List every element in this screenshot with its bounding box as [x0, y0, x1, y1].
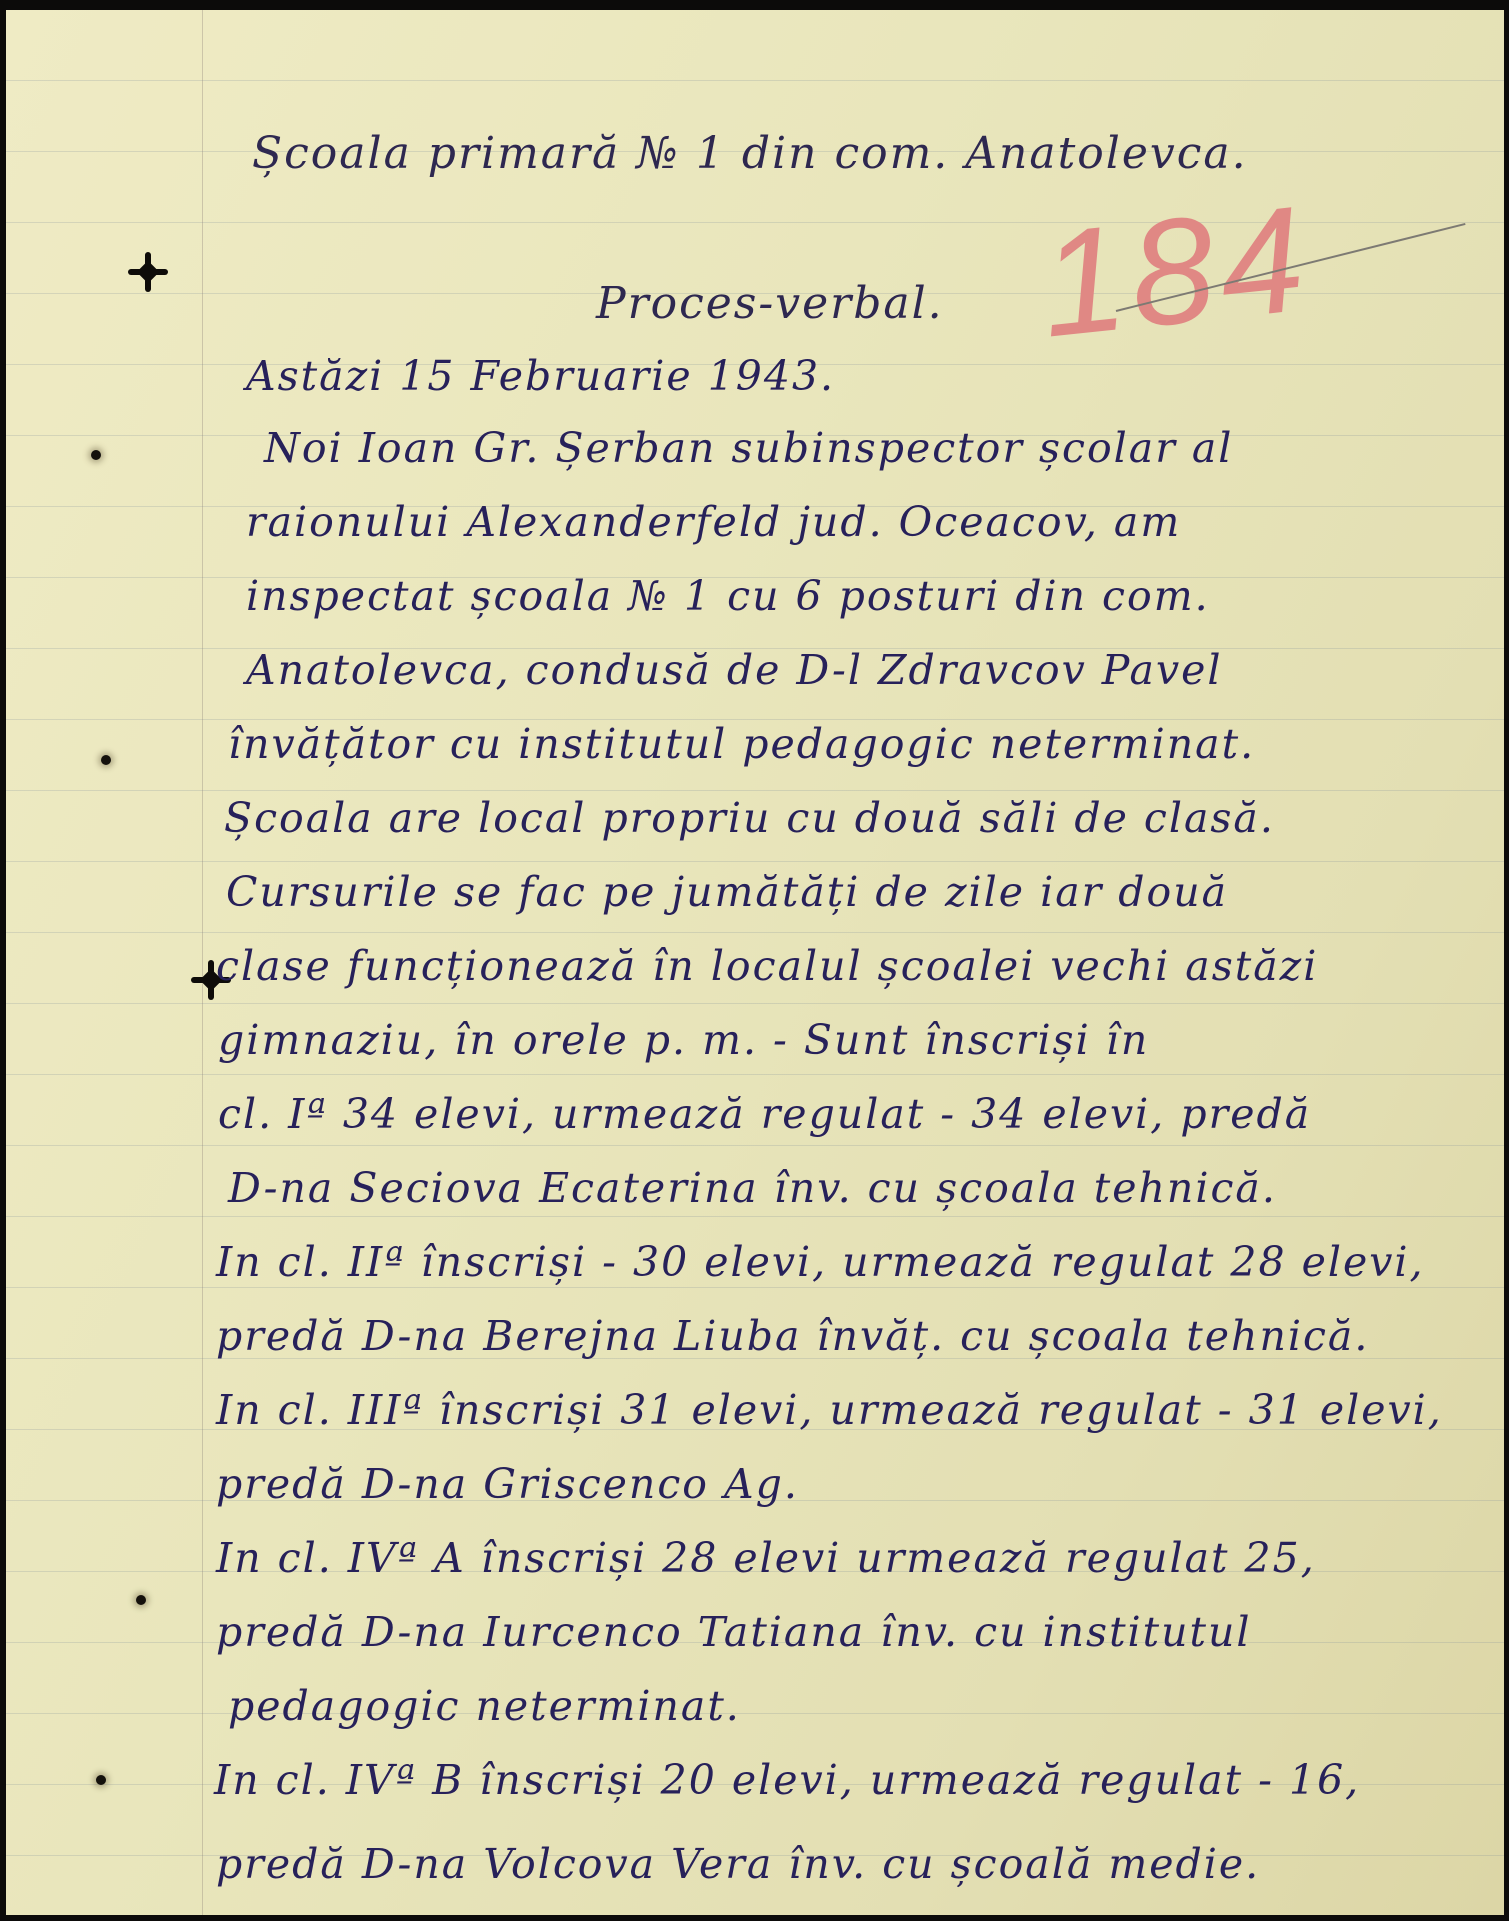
document-title: Proces-verbal. — [596, 278, 944, 329]
punch-hole — [136, 1595, 146, 1605]
text-line: D-na Seciova Ecaterina înv. cu școala tehnică. — [228, 1164, 1277, 1212]
text-line: Școala are local propriu cu două săli de clasă. — [224, 794, 1275, 842]
date-line: Astăzi 15 Februarie 1943. — [246, 352, 836, 400]
punch-hole — [101, 755, 111, 765]
text-line: raionului Alexanderfeld jud. Oceacov, am — [246, 498, 1182, 546]
text-line: gimnaziu, în orele p. m. - Sunt înscriși în — [218, 1016, 1150, 1064]
text-line: In cl. IIIª înscriși 31 elevi, urmează regulat - 31 elevi, — [216, 1386, 1443, 1434]
text-line: pedagogic neterminat. — [228, 1682, 741, 1730]
text-line: învățător cu institutul pedagogic neterminat. — [228, 720, 1256, 768]
punch-hole — [96, 1775, 106, 1785]
text-line: cl. Iª 34 elevi, urmează regulat - 34 elevi, predă — [218, 1090, 1312, 1138]
text-line: predă D-na Iurcenco Tatiana înv. cu institutul — [216, 1608, 1252, 1656]
text-line: In cl. IVª B înscriși 20 elevi, urmează regulat - 16, — [214, 1756, 1361, 1804]
text-line: Anatolevca, condusă de D-l Zdravcov Pavel — [246, 646, 1223, 694]
text-line: Noi Ioan Gr. Șerban subinspector școlar al — [264, 424, 1234, 472]
text-line: clase funcționează în localul școalei vechi astăzi — [216, 942, 1319, 990]
margin-line — [202, 10, 203, 1915]
text-line: In cl. IIª înscriși - 30 elevi, urmează regulat 28 elevi, — [216, 1238, 1425, 1286]
text-line: predă D-na Berejna Liuba învăț. cu școala tehnică. — [216, 1312, 1370, 1360]
page-number: 184 — [1032, 173, 1318, 369]
text-line: In cl. IVª A înscriși 28 elevi urmează regulat 25, — [216, 1534, 1316, 1582]
paper-sheet — [6, 10, 1504, 1915]
punch-hole — [91, 450, 101, 460]
text-line: predă D-na Griscenco Ag. — [216, 1460, 799, 1508]
text-line: predă D-na Volcova Vera înv. cu școală medie. — [216, 1840, 1261, 1888]
text-line: inspectat școala № 1 cu 6 posturi din com. — [246, 572, 1210, 620]
text-line: Cursurile se fac pe jumătăți de zile iar două — [226, 868, 1229, 916]
school-header: Școala primară № 1 din com. Anatolevca. — [252, 128, 1248, 179]
